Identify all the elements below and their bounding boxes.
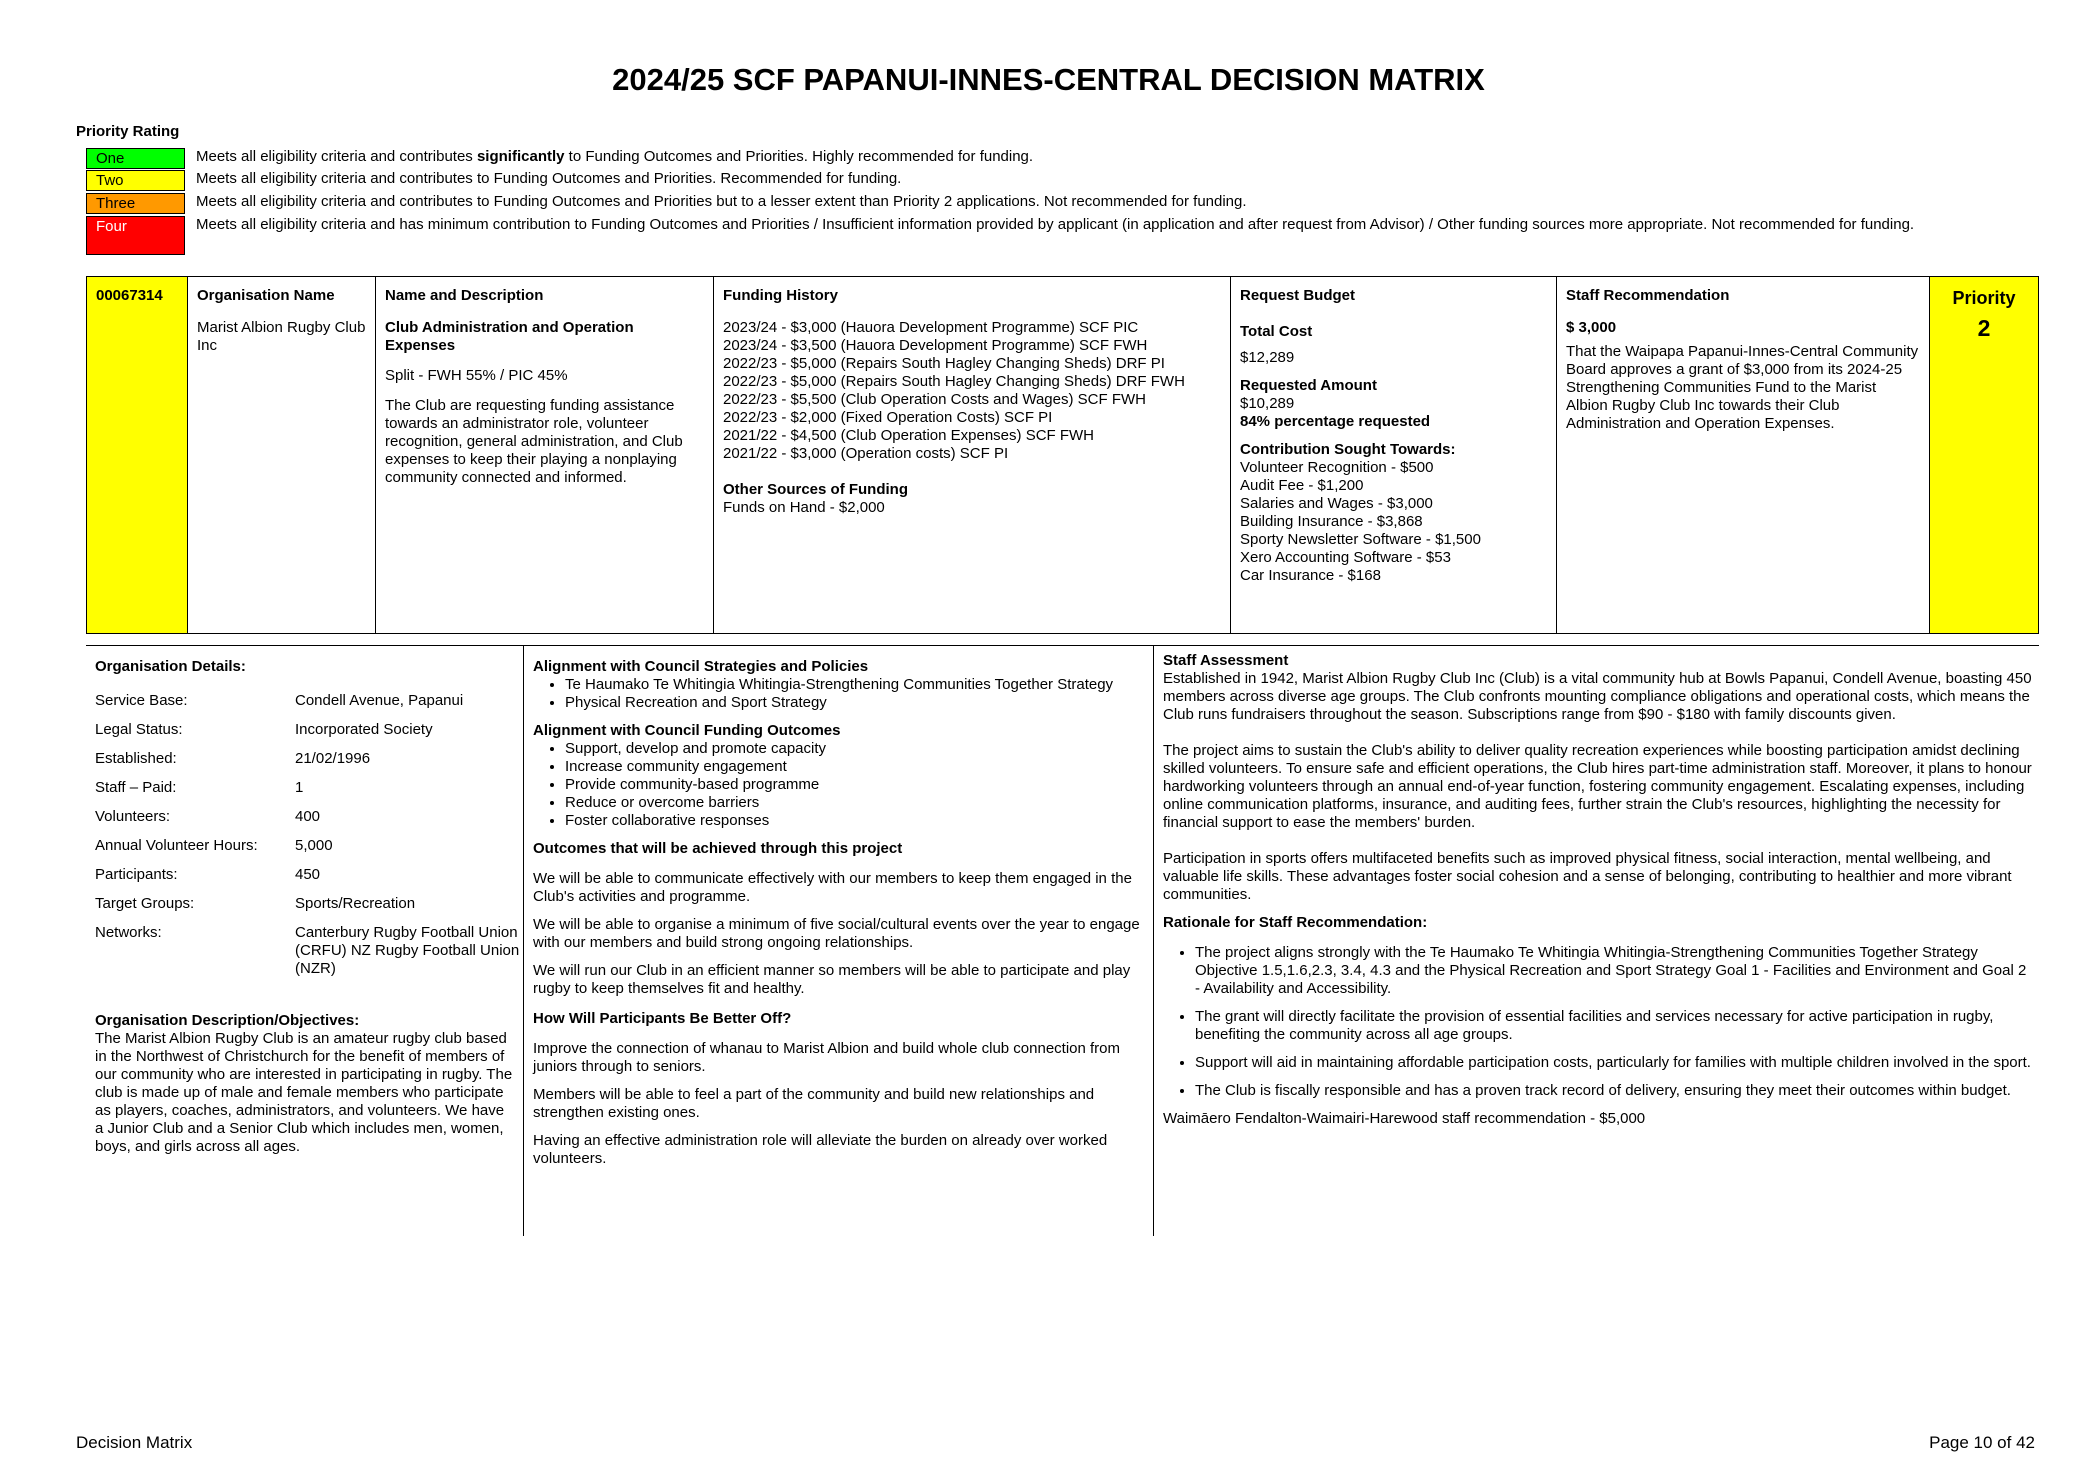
priority-legend-three	[86, 193, 1986, 214]
priority-legend-two	[86, 170, 1986, 191]
funding-history-item: 2022/23 - $2,000 (Fixed Operation Costs) SCF PI	[723, 409, 1053, 426]
org-detail-row: Established: 21/02/1996	[95, 750, 371, 767]
priority-rating-heading: Priority Rating	[76, 123, 180, 140]
priority-cell	[1930, 277, 2038, 633]
priority-desc-one: Meets all eligibility criteria and contributes significantly to Funding Outcomes and Priorities. Highly recommended for funding.	[196, 148, 1034, 165]
project-outcomes-heading: Outcomes that will be achieved through this project	[533, 840, 903, 857]
strategies-list	[533, 676, 1145, 712]
name-desc-header: Name and Description	[385, 287, 544, 304]
contribution-item: Salaries and Wages - $3,000	[1240, 495, 1433, 512]
funding-history-item: 2023/24 - $3,000 (Hauora Development Programme) SCF PIC	[723, 319, 1139, 336]
funding-history-item: 2023/24 - $3,500 (Hauora Development Programme) SCF FWH	[723, 337, 1148, 354]
list-item: • Support, develop and promote capacity	[565, 740, 1145, 758]
project-description: The Club are requesting funding assistance towards an administrator role, volunteer recognition, general administration, and Club expenses to keep their playing a nonplaying community connected and informed.	[385, 397, 683, 486]
contribution-item: Xero Accounting Software - $53	[1240, 549, 1451, 566]
priority-value: 2	[1977, 315, 1991, 341]
outcomes-list	[533, 740, 1145, 830]
list-item: • Te Haumako Te Whitingia Whitingia-Strengthening Communities Together Strategy	[565, 676, 1145, 694]
priority-swatch-two: Two	[86, 170, 185, 191]
rationale-list	[1163, 944, 2033, 1100]
requested-amount: $10,289	[1240, 395, 1295, 412]
assessment-paragraph: Participation in sports offers multifaceted benefits such as improved physical fitness, social interaction, mental wellbeing, and valuable life skills. These advantages foster social cohesion and a sense of belonging, contributing to healthier and more vibrant communities.	[1163, 850, 2012, 903]
org-description: The Marist Albion Rugby Club is an amateur rugby club based in the Northwest of Christchurch for the benefit of members of our community who are interested in participating in rugby. The club is made up of male and female members who participate as players, coaches, administrators, and volunteers. We have a Junior Club and a Senior Club which includes men, women, boys, and girls across all ages.	[95, 1030, 513, 1155]
funding-split: Split - FWH 55% / PIC 45%	[385, 367, 568, 384]
footer-page-number: Page 10 of 42	[1929, 1433, 2035, 1452]
priority-desc-four: Meets all eligibility criteria and has minimum contribution to Funding Outcomes and Priorities / Insufficient information provided by applicant (in application and after request from Advisor) / Other funding sources more appropriate. Not recommended for funding.	[196, 216, 1915, 233]
better-off-item: Members will be able to feel a part of the community and build new relationships and strengthen existing ones.	[533, 1086, 1095, 1121]
priority-legend-one	[86, 148, 1986, 169]
application-id: 00067314	[96, 287, 163, 304]
strategies-heading: Alignment with Council Strategies and Policies	[533, 658, 869, 675]
name-desc-cell	[376, 277, 714, 633]
assessment-paragraph: Established in 1942, Marist Albion Rugby Club Inc (Club) is a vital community hub at Bowls Papanui, Condell Avenue, boasting 450 members across diverse age groups. The Club confronts mounting compliance obligations and operational costs, which means the Club runs fundraisers throughout the season. Subscriptions range from $90 - $180 with family discounts given.	[1163, 670, 2032, 723]
list-item: • The grant will directly facilitate the provision of essential facilities and services necessary for active participation in rugby, benefiting the community across all age groups.	[1195, 1008, 2033, 1044]
request-budget-header: Request Budget	[1240, 287, 1356, 304]
total-cost: $12,289	[1240, 349, 1295, 366]
alignment-column	[533, 658, 1145, 1236]
other-sources: Funds on Hand - $2,000	[723, 499, 885, 516]
priority-swatch-one: One	[86, 148, 185, 169]
staff-assessment-heading: Staff Assessment	[1163, 652, 1289, 669]
better-off-item: Having an effective administration role will alleviate the burden on already over worked volunteers.	[533, 1132, 1108, 1167]
funding-history-item: 2022/23 - $5,000 (Repairs South Hagley Changing Sheds) DRF PI	[723, 355, 1165, 372]
project-outcome: We will be able to communicate effectively with our members to keep them engaged in the Club's activities and programme.	[533, 870, 1132, 905]
staff-rec-cell	[1557, 277, 1930, 633]
assessment-paragraph: The project aims to sustain the Club's ability to deliver quality recreation experiences while boosting participation amidst declining skilled volunteers. To ensure safe and efficient operations, the Club hires part-time administration staff. Moreover, it plans to honour hardworking volunteers through an annual end-of-year function, fostering community engagement. Escalating expenses, including online communication platforms, insurance, and auditing fees, further strain the Club's resources, highlighting the necessity for financial support to ease the members' burden.	[1163, 742, 2032, 831]
staff-rec-amount: $ 3,000	[1566, 319, 1617, 336]
funding-history-item: 2022/23 - $5,500 (Club Operation Costs and Wages) SCF FWH	[723, 391, 1146, 408]
list-item: • Reduce or overcome barriers	[565, 794, 1145, 812]
outcomes-heading: Alignment with Council Funding Outcomes	[533, 722, 841, 739]
staff-rec-header: Staff Recommendation	[1566, 287, 1730, 304]
org-details-column	[95, 658, 520, 1236]
total-cost-label: Total Cost	[1240, 323, 1313, 340]
contribution-item: Volunteer Recognition - $500	[1240, 459, 1434, 476]
list-item: • Support will aid in maintaining affordable participation costs, particularly for families with multiple children involved in the sport.	[1195, 1054, 2033, 1072]
priority-swatch-four: Four	[86, 216, 185, 255]
funding-history-item: 2021/22 - $4,500 (Club Operation Expenses) SCF FWH	[723, 427, 1095, 444]
other-sources-heading: Other Sources of Funding	[723, 481, 909, 498]
priority-legend-four	[86, 216, 1986, 256]
contribution-item: Building Insurance - $3,868	[1240, 513, 1423, 530]
list-item: • Foster collaborative responses	[565, 812, 1145, 830]
application-id-cell	[87, 277, 188, 633]
funding-history-item: 2021/22 - $3,000 (Operation costs) SCF PI	[723, 445, 1009, 462]
org-detail-row: Annual Volunteer Hours: 5,000	[95, 837, 333, 854]
project-title: Club Administration and Operation Expenses	[385, 319, 634, 354]
org-detail-row: Participants: 450	[95, 866, 321, 883]
priority-header: Priority	[1952, 288, 2016, 308]
priority-desc-three: Meets all eligibility criteria and contributes to Funding Outcomes and Priorities but to a lesser extent than Priority 2 applications. Not recommended for funding.	[196, 193, 1247, 210]
org-detail-row: Target Groups: Sports/Recreation	[95, 895, 416, 912]
requested-label: Requested Amount	[1240, 377, 1377, 394]
org-desc-heading: Organisation Description/Objectives:	[95, 1012, 360, 1029]
staff-rec-text: That the Waipapa Papanui-Innes-Central Community Board approves a grant of $3,000 from its 2024-25 Strengthening Communities Fund to the Marist Albion Rugby Club Inc towards their Club Administration and Operation Expenses.	[1566, 343, 1919, 432]
other-board-recommendation: Waimāero Fendalton-Waimairi-Harewood staff recommendation - $5,000	[1163, 1110, 1646, 1127]
better-off-heading: How Will Participants Be Better Off?	[533, 1010, 792, 1027]
org-detail-row: Networks: Canterbury Rugby Football Union (CRFU) NZ Rugby Football Union (NZR)	[95, 924, 520, 977]
footer-doc-name: Decision Matrix	[76, 1433, 193, 1452]
staff-assessment-column	[1163, 652, 2033, 1236]
org-detail-row: Staff – Paid: 1	[95, 779, 304, 796]
priority-swatch-three: Three	[86, 193, 185, 214]
application-row	[86, 276, 2039, 634]
org-name-cell	[188, 277, 376, 633]
org-name-header: Organisation Name	[197, 287, 335, 304]
page-title: 2024/25 SCF PAPANUI-INNES-CENTRAL DECISION MATRIX	[612, 62, 1485, 97]
list-item: • Increase community engagement	[565, 758, 1145, 776]
org-detail-row: Service Base: Condell Avenue, Papanui	[95, 692, 464, 709]
contribution-item: Car Insurance - $168	[1240, 567, 1381, 584]
funding-history-header: Funding History	[723, 287, 838, 304]
better-off-item: Improve the connection of whanau to Marist Albion and build whole club connection from juniors through to seniors.	[533, 1040, 1121, 1075]
rationale-heading: Rationale for Staff Recommendation:	[1163, 914, 1428, 931]
org-name: Marist Albion Rugby Club Inc	[197, 319, 366, 354]
project-outcome: We will be able to organise a minimum of five social/cultural events over the year to engage with our members and build strong ongoing relationships.	[533, 916, 1140, 951]
list-item: • Physical Recreation and Sport Strategy	[565, 694, 1145, 712]
project-outcome: We will run our Club in an efficient manner so members will be able to participate and play rugby to keep themselves fit and healthy.	[533, 962, 1131, 997]
list-item: • The project aligns strongly with the Te Haumako Te Whitingia Whitingia-Strengthening Communities Together Strategy Objective 1.5,1.6,2.3, 3.4, 4.3 and the Physical Recreation and Sport Strategy Goal 1 - Facilities and Environment and Goal 2 - Availability and Accessibility.	[1195, 944, 2033, 998]
contribution-label: Contribution Sought Towards:	[1240, 441, 1456, 458]
org-details-heading: Organisation Details:	[95, 658, 246, 675]
assessment-section	[86, 645, 2039, 1236]
org-detail-row: Legal Status: Incorporated Society	[95, 721, 433, 738]
list-item: • The Club is fiscally responsible and has a proven track record of delivery, ensuring they meet their outcomes within budget.	[1195, 1082, 2033, 1100]
contribution-item: Sporty Newsletter Software - $1,500	[1240, 531, 1481, 548]
priority-desc-two: Meets all eligibility criteria and contributes to Funding Outcomes and Priorities. Recommended for funding.	[196, 170, 902, 187]
funding-history-item: 2022/23 - $5,000 (Repairs South Hagley Changing Sheds) DRF FWH	[723, 373, 1185, 390]
list-item: • Provide community-based programme	[565, 776, 1145, 794]
funding-history-cell	[714, 277, 1231, 633]
percentage-requested: 84% percentage requested	[1240, 413, 1431, 430]
org-detail-row: Volunteers: 400	[95, 808, 321, 825]
contribution-item: Audit Fee - $1,200	[1240, 477, 1364, 494]
request-budget-cell	[1231, 277, 1557, 633]
